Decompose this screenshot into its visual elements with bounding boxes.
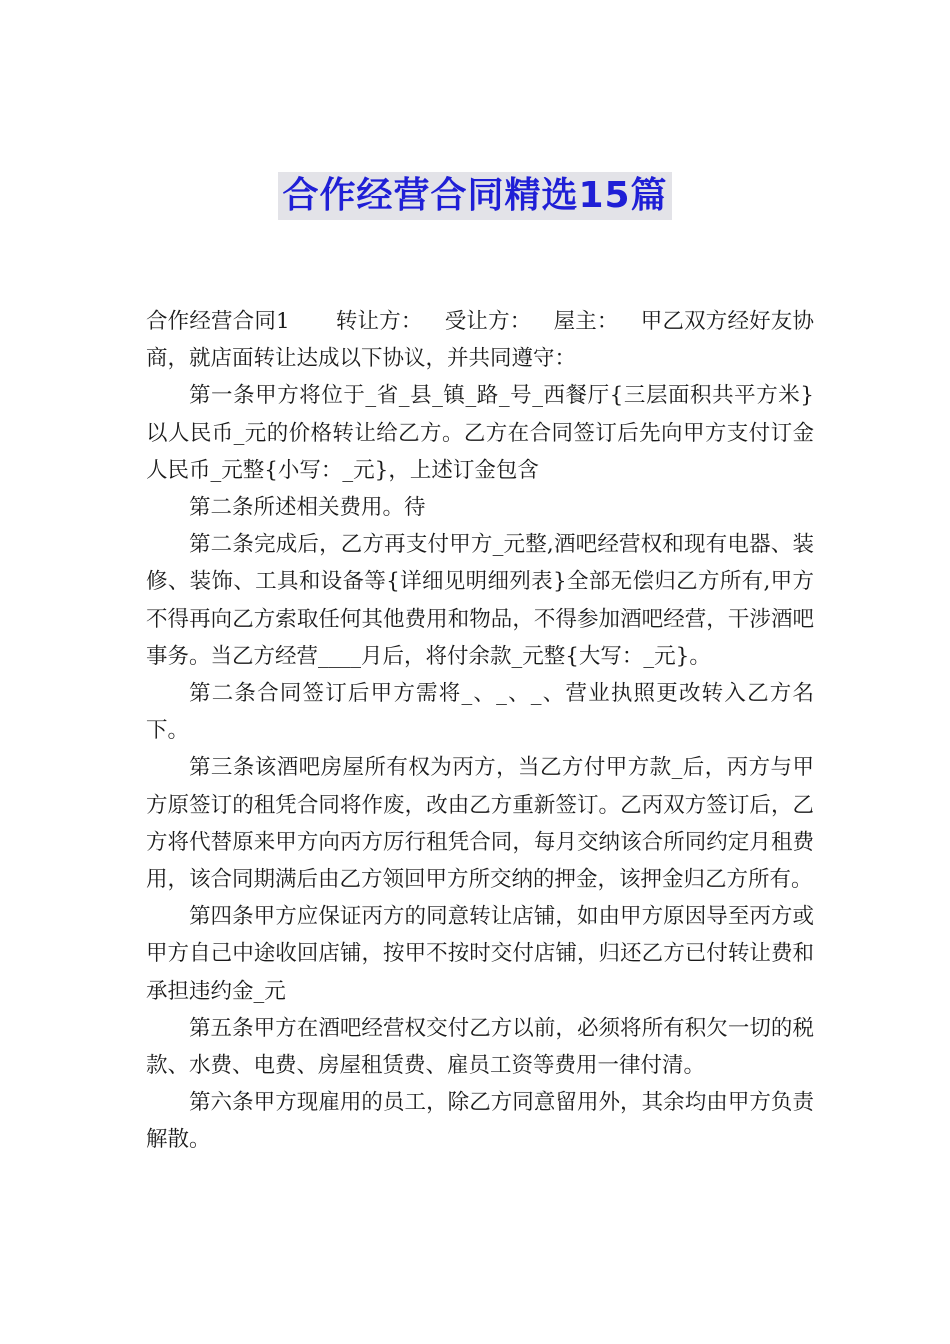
transferee-label: 受让方： xyxy=(444,309,532,334)
clause-paragraph: 第六条甲方现雇用的员工，除乙方同意留用外，其余均由甲方负责解散。 xyxy=(146,1090,814,1153)
contract-heading: 合作经营合同1 xyxy=(146,309,290,334)
intro-text: 甲乙双方经好友协商，就店面转让达成以下协议，并共同遵守： xyxy=(146,309,814,372)
clause-paragraph: 第二条完成后，乙方再支付甲方_元整,酒吧经营权和现有电器、装修、装饰、工具和设备等{详细见明细列表}全部无偿归乙方所有,甲方不得再向乙方索取任何其他费用和物品，不得参加酒吧经营，干涉酒吧事务。当乙方经营____月后，将付余款_元整{大写：_元}。 xyxy=(146,532,814,669)
document-body xyxy=(146,303,814,1159)
title-container xyxy=(0,172,950,220)
clause-paragraph: 第二条合同签订后甲方需将_、_、_、营业执照更改转入乙方名下。 xyxy=(146,681,814,744)
document-title: 合作经营合同精选15篇 xyxy=(278,172,671,220)
landlord-label: 屋主： xyxy=(553,309,619,334)
clause-paragraph: 第五条甲方在酒吧经营权交付乙方以前，必须将所有积欠一切的税款、水费、电费、房屋租赁费、雇员工资等费用一律付清。 xyxy=(146,1015,814,1079)
clause-paragraph: 第三条该酒吧房屋所有权为丙方，当乙方付甲方款_后，丙方与甲方原签订的租凭合同将作废，改由乙方重新签订。乙丙双方签订后，乙方将代替原来甲方向丙方厉行租凭合同，每月交纳该合所同约定月租费用，该合同期满后由乙方领回甲方所交纳的押金，该押金归乙方所有。 xyxy=(146,755,814,893)
clause-paragraph: 第四条甲方应保证丙方的同意转让店铺，如由甲方原因导至丙方或甲方自己中途收回店铺，按甲不按时交付店铺，归还乙方已付转让费和承担违约金_元 xyxy=(146,904,814,1004)
clause-paragraph: 第一条甲方将位于_省_县_镇_路_号_西餐厅{三层面积共平方米}以人民币_元的价格转让给乙方。乙方在合同签订后先向甲方支付订金人民币_元整{小写：_元}，上述订金包含 xyxy=(146,383,814,483)
intro-paragraph xyxy=(146,303,814,377)
clause-paragraph: 第二条所述相关费用。待 xyxy=(189,495,426,521)
transferor-label: 转让方： xyxy=(335,309,423,334)
